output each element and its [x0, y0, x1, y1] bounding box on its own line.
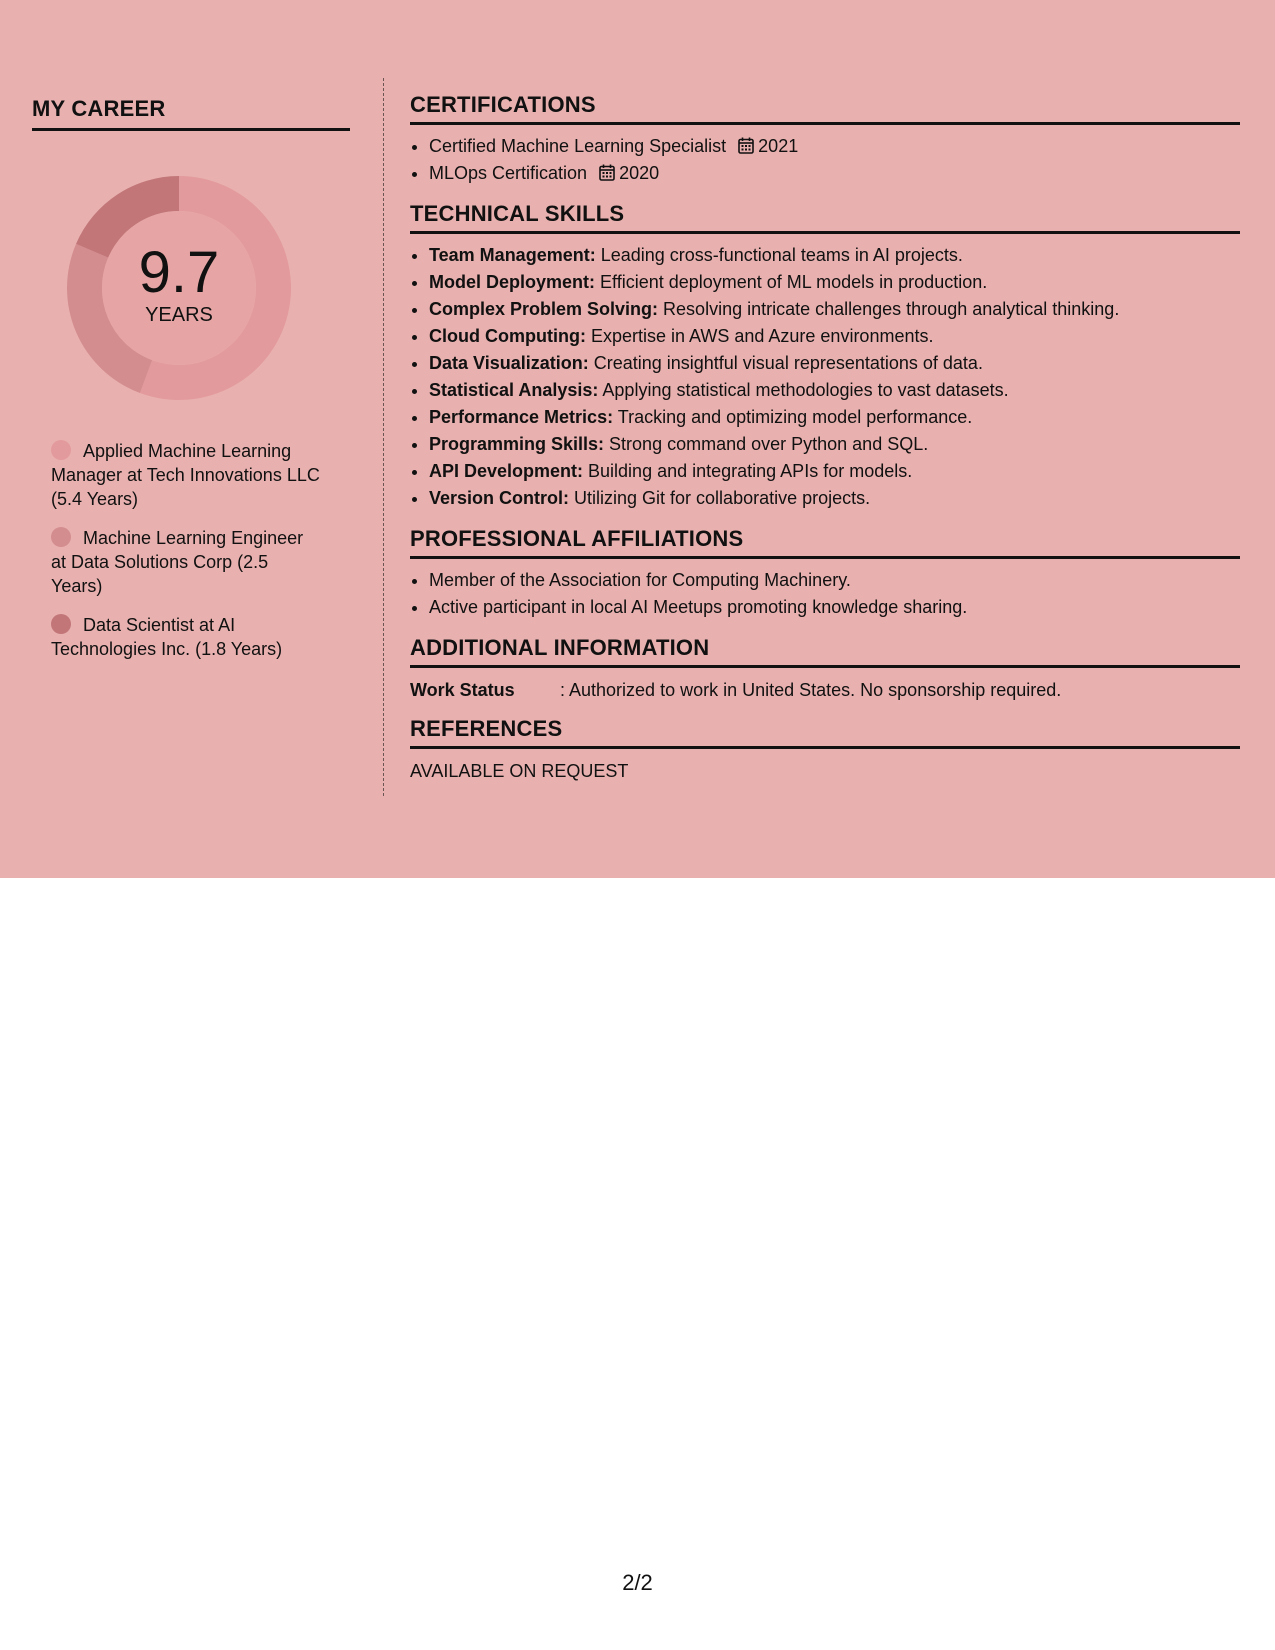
career-role-label: Applied Machine Learning Manager at Tech Innovations LLC (5.4 Years) — [51, 441, 320, 509]
skill-desc: Resolving intricate challenges through analytical thinking. — [658, 299, 1120, 319]
skill-item — [429, 323, 1240, 350]
career-roles-list — [51, 439, 321, 661]
certifications-title: CERTIFICATIONS — [410, 92, 1240, 125]
skill-name: Performance Metrics: — [429, 407, 614, 427]
references-text: AVAILABLE ON REQUEST — [410, 761, 629, 781]
technical-skills-title: TECHNICAL SKILLS — [410, 201, 1240, 234]
total-years-unit: YEARS — [145, 303, 213, 326]
skill-item — [429, 269, 1240, 296]
skill-item — [429, 377, 1240, 404]
references-section — [410, 716, 1240, 782]
work-status-label: Work Status — [410, 680, 515, 700]
legend-dot-2 — [51, 614, 71, 634]
career-role-item — [51, 613, 321, 661]
calendar-icon — [599, 164, 615, 181]
skill-desc: Tracking and optimizing model performance. — [613, 407, 973, 427]
career-role-item — [51, 526, 321, 598]
skill-desc: Expertise in AWS and Azure environments. — [585, 326, 934, 346]
skill-name: Version Control: — [429, 488, 570, 508]
work-status-value: : Authorized to work in United States. No sponsorship required. — [560, 680, 1062, 700]
skill-name: Complex Problem Solving: — [429, 299, 659, 319]
technical-skills-section — [410, 201, 1240, 512]
skills-list — [410, 242, 1240, 512]
skill-name: API Development: — [429, 461, 584, 481]
skill-name: Data Visualization: — [429, 353, 589, 373]
affiliations-title: PROFESSIONAL AFFILIATIONS — [410, 526, 1240, 559]
legend-dot-1 — [51, 527, 71, 547]
career-title: MY CAREER — [32, 96, 350, 131]
affiliation-item: • Active participant in local AI Meetups promoting knowledge sharing. — [429, 594, 1240, 621]
career-role-label: Machine Learning Engineer at Data Solutions Corp (2.5 Years) — [51, 528, 304, 596]
career-column — [32, 96, 350, 676]
certifications-list — [410, 133, 1240, 187]
affiliations-list — [410, 567, 1240, 621]
work-status-row — [410, 678, 1240, 702]
skill-name: Programming Skills: — [429, 434, 605, 454]
skill-desc: Utilizing Git for collaborative projects. — [569, 488, 871, 508]
career-donut-chart — [64, 173, 294, 403]
skill-name: Cloud Computing: — [429, 326, 586, 346]
certifications-section — [410, 92, 1240, 187]
skill-name: Model Deployment: — [429, 272, 596, 292]
career-role-label: Data Scientist at AI Technologies Inc. (1.8 Years) — [51, 615, 283, 659]
skill-desc: Creating insightful visual representations of data. — [588, 353, 983, 373]
total-years-value: 9.7 — [138, 239, 220, 305]
additional-info-section — [410, 635, 1240, 702]
certification-year: 2021 — [758, 136, 799, 156]
skill-desc: Building and integrating APIs for models. — [583, 461, 913, 481]
legend-dot-0 — [51, 440, 71, 460]
skill-item — [429, 485, 1240, 512]
references-title: REFERENCES — [410, 716, 1240, 749]
affiliation-item: • Member of the Association for Computing Machinery. — [429, 567, 1240, 594]
skill-desc: Applying statistical methodologies to vast datasets. — [598, 380, 1009, 400]
certification-item — [429, 160, 1240, 187]
additional-info-title: ADDITIONAL INFORMATION — [410, 635, 1240, 668]
career-role-item — [51, 439, 321, 511]
skill-item — [429, 404, 1240, 431]
skill-item — [429, 350, 1240, 377]
certification-name: MLOps Certification — [429, 163, 588, 183]
calendar-icon — [738, 137, 754, 154]
certification-item — [429, 133, 1240, 160]
column-divider — [383, 78, 384, 796]
skill-item — [429, 242, 1240, 269]
skill-name: Statistical Analysis: — [429, 380, 599, 400]
main-column — [410, 92, 1240, 796]
skill-desc: Leading cross-functional teams in AI projects. — [595, 245, 963, 265]
affiliations-section — [410, 526, 1240, 621]
page-number: 2/2 — [622, 1570, 653, 1595]
skill-item — [429, 296, 1240, 323]
skill-item — [429, 431, 1240, 458]
skill-desc: Strong command over Python and SQL. — [604, 434, 929, 454]
certification-name: Certified Machine Learning Specialist — [429, 136, 727, 156]
certification-year: 2020 — [619, 163, 660, 183]
skill-name: Team Management: — [429, 245, 596, 265]
skill-desc: Efficient deployment of ML models in production. — [595, 272, 988, 292]
skill-item — [429, 458, 1240, 485]
donut-center — [64, 173, 294, 403]
